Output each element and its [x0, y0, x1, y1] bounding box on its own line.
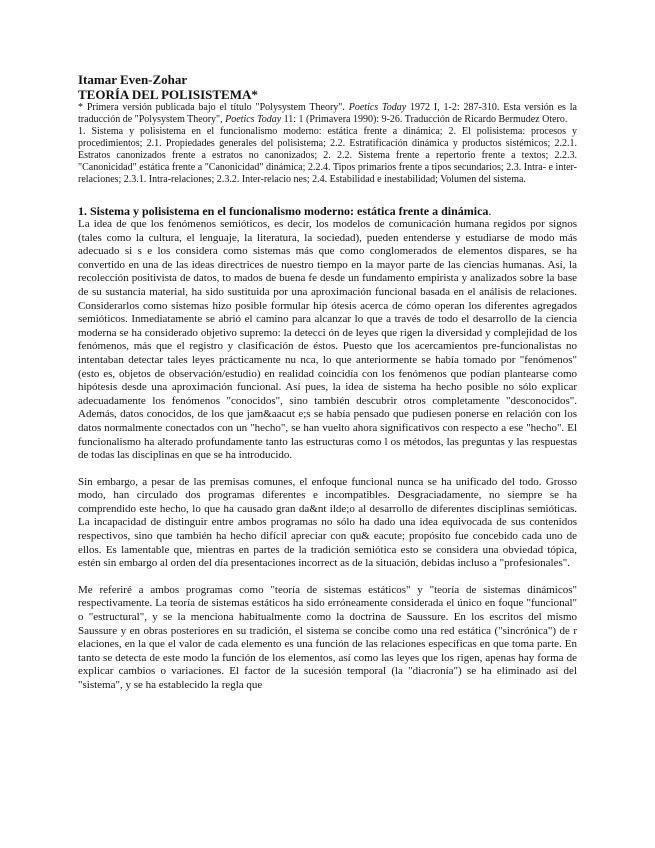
body-paragraph-1: La idea de que los fenómenos semióticos, es decir, los modelos de comunicación humana regidos por signos (tales como la cultura, el lenguaje, la literatura, la sociedad), pueden entenderse y estudiarse de modo más adecuado si s e los considera como sistemas más que como conglomerados de elementos dispares, se ha convertido en una de las ideas directrices de nuestro tiempo en la mayor parte de las ciencias humanas. Así, la recolección positivista de datos, to mados de buena fe desde un fundamento empirista y analizados sobre la base de su sustancia material, ha sido sustituida por una aproximación funcional basada en el análisis de relaciones. Considerarlos como sistemas hizo posible formular hip ótesis acerca de cómo operan los diferentes agregados semióticos. Inmediatamente se abrió el camino para alcanzar lo que a través de todo el desarrollo de la ciencia moderna se ha considerado objetivo supremo: la detecci ón de leyes que rigen la diversidad y complejidad de los fenómenos, más que el registro y clasificación de éstos. Puesto que los acercamientos pre-funcionalistas no intentaban detectar tales leyes prácticamente nu nca, lo que anteriormente se había tomado por "fenómenos" (esto es, objetos de observación/estudio) en realidad coincidía con los fenómenos que podían plantearse como hipótesis desde una aproximación funcional. Así pues, la idea de sistema ha hecho posible no sólo explicar adecuadamente los fenómenos "conocidos", sino también descubrir otros completamente "desconocidos". Además, datos conocidos, de los que jam&aacut e;s se había pensado que pudiesen ponerse en relación con los datos normalmente conectados con un "hecho", se han vuelto ahora significativos con respecto a ese "hecho". El funcionalismo ha alterado profundamente tanto las estructuras como l os métodos, las preguntas y las respuestas de todas las disciplinas en que se ha introducido.: [78, 218, 577, 462]
body-paragraph-3: Me referiré a ambos programas como "teoría de sistemas estáticos" y "teoría de sistemas dinámicos" respectivamente. La teoría de sistemas estáticos ha sido erróneamente considerada el único en foque "funcional" o "estructural", y se la menciona habitualmente como la doctrina de Saussure. En los escritos del mismo Saussure y en obras posteriores en su tradición, el sistema se concibe como una red estática ("sincrónica") de r elaciones, en la que el valor de cada elemento es una función de las relaciones específicas en que toma parte. En tanto se detecta de este modo la función de los elementos, así como las leyes que los rigen, apenas hay forma de explicar cambios o variaciones. El factor de la sucesión temporal (la "diacronía") se ha eliminado así del "sistema", y se ha establecido la regla que: [78, 583, 577, 691]
journal-title-1: Poetics Today: [348, 102, 407, 113]
publication-note: [78, 102, 577, 126]
note-text-3: 11: 1 (Primavera 1990): 9-26. Traducción de Ricardo Bermudez Otero.: [281, 114, 568, 125]
note-text-2: 1972 I, 1-2: 287-310. Esta versión es la traducción de "Polysystem Theory",: [78, 102, 578, 125]
section-heading: [78, 204, 577, 218]
body-paragraph-2: Sin embargo, a pesar de las premisas comunes, el enfoque funcional nunca se ha unificado del todo. Grosso modo, han circulado dos programas diferentes e incompatibles. Desgraciadamente, no siempre se ha comprendido este hecho, lo que ha causado gran da&nt ilde;o al desarrollo de diferentes disciplinas semióticas. La incapacidad de distinguir entre ambos programas no sólo ha dado una idea equivocada de sus contenidos respectivos, sino que también ha hecho difícil apreciar con qu& eacute; propósito fue concebido cada uno de ellos. Es lamentable que, mientras en partes de la tradición semiótica esto se considera una obviedad tópica, estén sin embargo al orden del día presentaciones incorrect as de la situación, debidas incluso a "profesionales".: [78, 475, 577, 570]
note-text-1: * Primera versión publicada bajo el título "Polysystem Theory".: [78, 102, 349, 113]
section-heading-period: .: [488, 204, 492, 218]
journal-title-2: Poetics Today: [225, 114, 282, 125]
author-name: Itamar Even-Zohar: [78, 72, 188, 87]
table-of-contents: 1. Sistema y polisistema en el funcionalismo moderno: estática frente a dinámica; 2. El polisistema: procesos y procedimientos; 2.1. Propiedades generales del polisistema; 2.2. Estratificación dinámica y productos sistémicos; 2.2.1. Estratos canonizados frente a estratos no canonizados; 2. 2.2. Sistema frente a repertorio frente a textos; 2.2.3. "Canonicidad" estática frente a "Canonicidad" dinámica; 2.2.4. Tipos primarios frente a tipos secundarios; 2.3. Intra- e inter-relaciones; 2.3.1. Intra-relaciones; 2.3.2. Inter-relacio nes; 2.4. Estabilidad e inestabilidad; Volumen del sistema.: [78, 126, 577, 185]
document-title: TEORÍA DEL POLISISTEMA*: [78, 87, 258, 102]
section-heading-text: 1. Sistema y polisistema en el funcionalismo moderno: estática frente a dinámica: [78, 204, 489, 218]
